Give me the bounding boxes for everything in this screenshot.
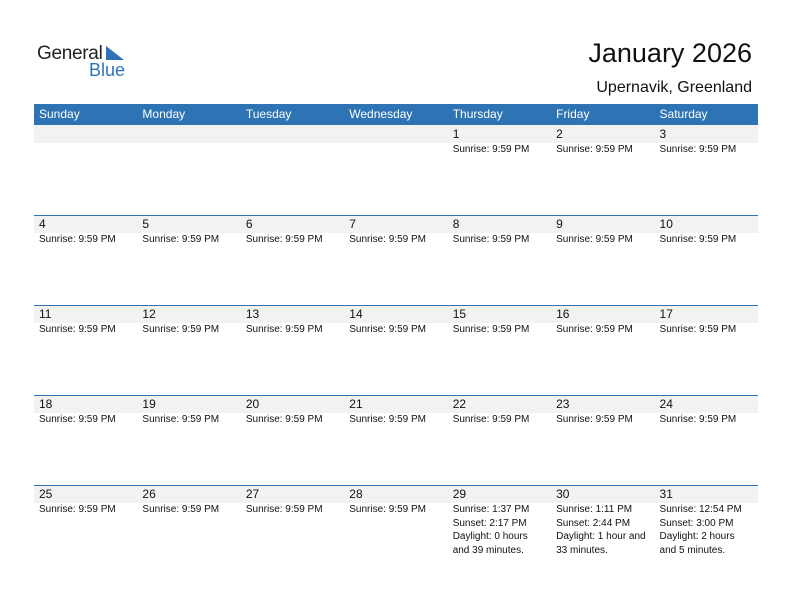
day-number: 3 [659,127,667,141]
day-cell [551,305,654,337]
day-cell [655,395,758,427]
day-cell [344,125,447,157]
day-cell [137,485,240,557]
day-info-line: and 39 minutes. [452,544,524,556]
day-cell [137,125,240,157]
day-number: 4 [39,217,46,231]
day-info-line: Sunrise: 9:59 PM [39,504,116,515]
day-number: 25 [39,487,53,501]
day-info-line: 33 minutes. [556,544,608,556]
day-cell [448,125,551,157]
day-info-line: Sunrise: 9:59 PM [39,414,116,425]
day-number: 9 [556,217,563,231]
day-number: 8 [452,217,460,231]
day-cell [448,485,551,557]
day-number: 20 [245,397,260,411]
day-info-line: Sunrise: 9:59 PM [659,324,737,335]
day-info-line: Sunrise: 9:59 PM [659,234,737,245]
day-info-line: Sunrise: 9:59 PM [245,414,323,425]
day-number [246,125,344,143]
day-info-line: Sunrise: 9:59 PM [142,414,220,425]
day-cell [655,305,758,337]
week-row [34,395,758,485]
day-info-line: Sunrise: 9:59 PM [349,504,426,515]
day-cell [448,215,551,247]
day-number: 18 [39,397,53,411]
calendar-grid [34,104,758,575]
week-row [34,125,758,215]
day-info-line: Sunrise: 9:59 PM [556,414,633,425]
weekday-thursday: Thursday [452,107,503,121]
day-cell [241,305,344,337]
logo-text-blue: Blue [89,60,126,80]
day-cell [448,395,551,427]
day-number: 27 [245,487,260,501]
weekday-saturday: Saturday [659,107,708,121]
day-number: 16 [556,307,570,321]
weekday-tuesday: Tuesday [245,107,292,121]
day-info-line: Sunrise: 9:59 PM [556,144,633,155]
day-number: 24 [659,397,673,411]
day-number: 23 [556,397,570,411]
day-info-line: Sunrise: 1:11 PM [556,504,633,515]
day-number [39,125,137,143]
day-info-line: Sunrise: 9:59 PM [349,234,426,245]
day-cell [241,485,344,557]
day-info-line: Daylight: 1 hour and [556,531,646,542]
day-info-line: Sunrise: 9:59 PM [39,324,116,335]
day-info-line: Sunrise: 9:59 PM [39,234,116,245]
day-cell [34,305,137,337]
day-cell [34,215,137,247]
day-info-line: Sunrise: 9:59 PM [142,234,220,245]
brand-logo [37,43,137,83]
day-info-line: Sunrise: 9:59 PM [452,144,530,155]
day-info-line: Sunrise: 9:59 PM [659,414,737,425]
day-number: 30 [556,487,570,501]
day-info-line: Sunset: 2:17 PM [452,517,527,529]
day-cell [551,215,654,247]
day-number [349,125,447,143]
day-number: 15 [452,307,467,321]
day-number: 10 [659,217,673,231]
weekday-friday: Friday [556,107,590,121]
day-number: 11 [39,307,52,321]
day-info-line: and 5 minutes. [659,544,726,556]
day-info-line: Sunrise: 12:54 PM [659,504,742,515]
day-info-line: Sunrise: 9:59 PM [245,234,323,245]
day-info-line: Sunrise: 9:59 PM [142,324,220,335]
week-row [34,305,758,395]
calendar-title: January 2026 [588,38,752,68]
calendar-location: Upernavik, Greenland [596,79,752,96]
day-info-line: Daylight: 0 hours [452,531,528,542]
day-cell [655,125,758,157]
weekday-monday: Monday [142,107,186,121]
day-info-line: Sunrise: 9:59 PM [245,504,323,515]
day-cell [551,395,654,427]
day-cell [344,485,447,557]
day-info-line: Sunrise: 9:59 PM [556,324,633,335]
day-number: 14 [349,307,363,321]
logo-text-general: General [37,43,103,64]
day-number: 19 [142,397,156,411]
day-cell [34,485,137,557]
day-number: 28 [349,487,363,501]
day-cell [241,125,344,157]
day-info-line: Sunset: 3:00 PM [659,517,734,529]
day-number: 7 [349,217,356,231]
day-number: 22 [452,397,467,411]
day-number: 5 [142,217,150,231]
day-number: 6 [245,217,253,231]
day-cell [551,485,654,557]
day-number [142,125,240,143]
weekday-wednesday: Wednesday [349,107,413,121]
day-number: 17 [659,307,673,321]
day-cell [34,125,137,157]
day-info-line: Sunrise: 9:59 PM [452,324,530,335]
day-cell [137,395,240,427]
day-info-line: Sunrise: 9:59 PM [142,504,220,515]
weekday-header [34,104,758,125]
day-cell [34,395,137,427]
day-cell [241,395,344,427]
day-cell [344,305,447,337]
day-number: 12 [142,307,156,321]
day-info-line: Sunrise: 9:59 PM [452,234,530,245]
week-row [34,215,758,305]
day-info-line: Sunrise: 9:59 PM [452,414,530,425]
day-cell [655,485,758,557]
day-number: 26 [142,487,156,501]
day-number: 29 [452,487,467,501]
day-number: 31 [659,487,673,501]
day-cell [551,125,654,157]
weekday-sunday: Sunday [39,107,80,121]
day-info-line: Sunrise: 9:59 PM [556,234,633,245]
day-info-line: Sunrise: 1:37 PM [452,504,530,515]
day-info-line: Sunrise: 9:59 PM [349,414,426,425]
day-number: 2 [556,127,563,141]
day-number: 1 [452,127,460,141]
day-number: 21 [349,397,363,411]
day-cell [655,215,758,247]
day-info-line: Sunset: 2:44 PM [556,517,631,529]
week-row [34,485,758,575]
day-info-line: Sunrise: 9:59 PM [245,324,323,335]
day-number: 13 [245,307,260,321]
day-info-line: Sunrise: 9:59 PM [349,324,426,335]
day-cell [344,215,447,247]
day-info-line: Daylight: 2 hours [659,531,735,542]
weeks-container [34,125,758,575]
day-cell [344,395,447,427]
day-cell [137,305,240,337]
day-info-line: Sunrise: 9:59 PM [659,144,737,155]
day-cell [448,305,551,337]
day-cell [137,215,240,247]
day-cell [241,215,344,247]
